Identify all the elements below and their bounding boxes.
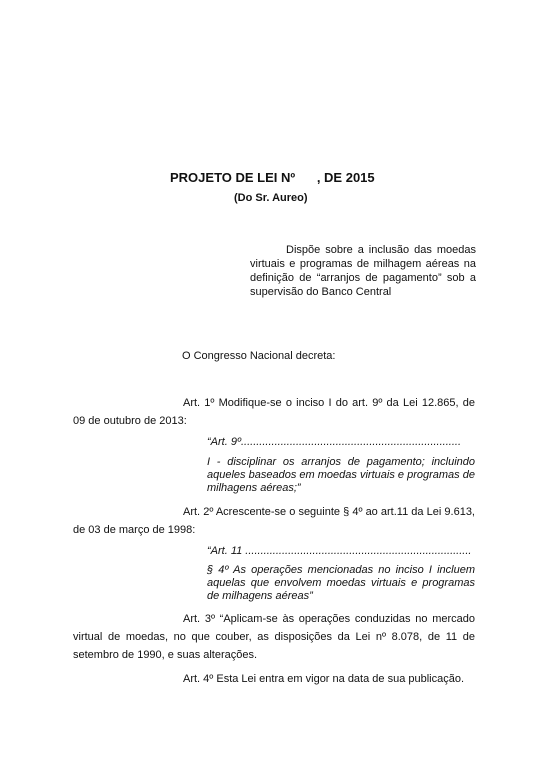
article-2-quote-header: “Art. 11 .......................................................................... <box>207 545 472 557</box>
article-1 <box>73 394 475 430</box>
article-2 <box>73 503 475 539</box>
article-1-quote-body: I - disciplinar os arranjos de pagamento; incluindo aqueles baseados em moedas virtuais e programas de milhagens aéreas;” <box>207 456 475 494</box>
article-3-text: Art. 3º “Aplicam-se às operações conduzidas no mercado virtual de moedas, no que couber, as disposições da Lei nº 8.078, de 11 de setembro de 1990, e suas alterações. <box>73 613 475 661</box>
article-2-text: Art. 2º Acrescente-se o seguinte § 4º ao art.11 da Lei 9.613, de 03 de março de 1998: <box>73 506 475 536</box>
bill-summary: Dispõe sobre a inclusão das moedas virtuais e programas de milhagem aéreas na definição de “arranjos de pagamento” sob a supervisão do Banco Central <box>250 244 476 298</box>
article-2-quote-body: § 4º As operações mencionadas no inciso I incluem aquelas que envolvem moedas virtuais e programas de milhagens aéreas” <box>207 564 475 602</box>
article-1-quote-header: “Art. 9º........................................................................ <box>207 436 462 448</box>
article-4: Art. 4º Esta Lei entra em vigor na data de sua publicação. <box>183 673 465 685</box>
article-1-text: Art. 1º Modifique-se o inciso I do art. 9º da Lei 12.865, de 09 de outubro de 2013: <box>73 397 475 427</box>
bill-author: (Do Sr. Aureo) <box>234 192 308 204</box>
article-3 <box>73 610 475 664</box>
bill-title: PROJETO DE LEI Nº , DE 2015 <box>170 170 375 185</box>
preamble: O Congresso Nacional decreta: <box>182 350 336 362</box>
